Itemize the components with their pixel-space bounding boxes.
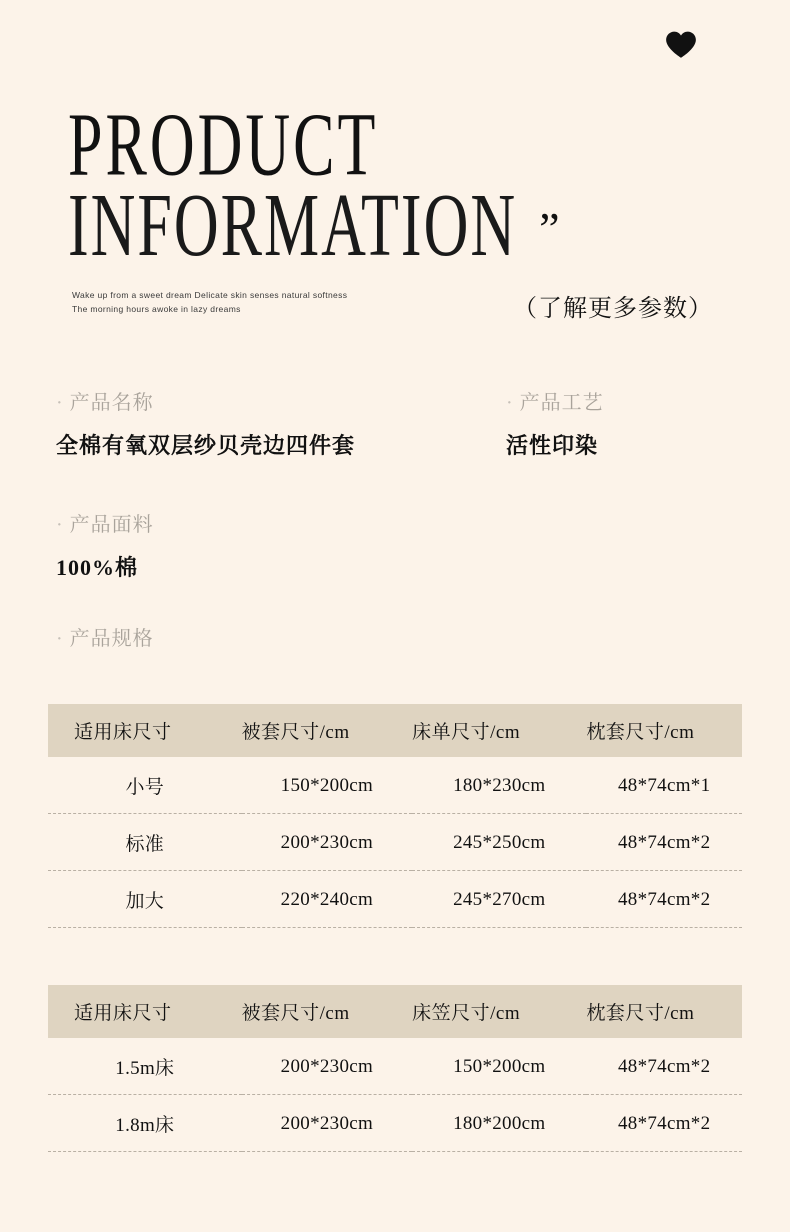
table-row — [48, 814, 742, 871]
bullet-dot: · — [56, 514, 64, 536]
page-title-secondary: INFORMATION — [68, 176, 518, 276]
table-header-cell: 被套尺寸/cm — [242, 985, 413, 1038]
product-name-label — [56, 386, 355, 415]
table-cell: 48*74cm*2 — [586, 1038, 742, 1095]
table-header-cell: 床单尺寸/cm — [412, 704, 586, 757]
product-fabric-label — [56, 508, 154, 537]
table-row — [48, 871, 742, 928]
quote-mark: ” — [539, 203, 560, 255]
table-cell: 245*250cm — [412, 814, 586, 871]
table-body — [48, 1038, 742, 1152]
table-cell: 48*74cm*2 — [586, 1095, 742, 1152]
table-header-cell: 适用床尺寸 — [48, 704, 242, 757]
table-header-cell: 枕套尺寸/cm — [586, 985, 742, 1038]
field-product-name — [56, 386, 355, 460]
page-title-line-1 — [68, 96, 728, 195]
table-row — [48, 1095, 742, 1152]
table-row — [48, 757, 742, 814]
page-title-primary: PRODUCT — [68, 96, 379, 195]
table-cell: 150*200cm — [242, 757, 413, 814]
product-spec-label — [56, 622, 154, 651]
product-fabric-value: 100%棉 — [56, 555, 139, 580]
table-cell: 180*230cm — [412, 757, 586, 814]
product-fabric-label-text: 产品面料 — [69, 514, 154, 536]
table-cell: 150*200cm — [412, 1038, 586, 1095]
spec-table-bed-sheet — [48, 704, 742, 928]
product-craft-label-text: 产品工艺 — [519, 392, 604, 414]
table-header-row — [48, 704, 742, 757]
field-product-craft — [506, 386, 604, 460]
table-body — [48, 757, 742, 928]
field-product-spec — [56, 622, 154, 651]
header-subtitle — [72, 288, 347, 316]
table-cell: 1.8m床 — [48, 1095, 242, 1152]
table-header-cell: 枕套尺寸/cm — [586, 704, 742, 757]
page-title-line-2 — [68, 176, 728, 278]
product-spec-label-text: 产品规格 — [69, 628, 154, 650]
table-header-row — [48, 985, 742, 1038]
heart-icon — [664, 28, 698, 62]
page-header — [68, 96, 728, 278]
bullet-dot: · — [506, 392, 514, 414]
table-cell: 180*200cm — [412, 1095, 586, 1152]
field-product-fabric — [56, 508, 154, 582]
table-cell: 245*270cm — [412, 871, 586, 928]
table-cell: 1.5m床 — [48, 1038, 242, 1095]
table-cell: 48*74cm*1 — [586, 757, 742, 814]
product-name-label-text: 产品名称 — [69, 392, 154, 414]
table-row — [48, 1038, 742, 1095]
table-header — [48, 985, 742, 1038]
table-cell: 48*74cm*2 — [586, 871, 742, 928]
bullet-dot: · — [56, 628, 64, 650]
bullet-dot: · — [56, 392, 64, 414]
product-name-value: 全棉有氧双层纱贝壳边四件套 — [56, 433, 356, 458]
more-parameters-note: （了解更多参数） — [513, 296, 713, 322]
table-header-cell: 床笠尺寸/cm — [412, 985, 586, 1038]
table-header — [48, 704, 742, 757]
table-cell: 200*230cm — [242, 1038, 413, 1095]
table-cell: 200*230cm — [242, 814, 413, 871]
table-cell: 48*74cm*2 — [586, 814, 742, 871]
table-header-cell: 适用床尺寸 — [48, 985, 242, 1038]
header-subtitle-line-2: The morning hours awoke in lazy dreams — [72, 304, 241, 315]
product-craft-value: 活性印染 — [506, 433, 599, 458]
table-cell: 加大 — [48, 871, 242, 928]
table-cell: 200*230cm — [242, 1095, 413, 1152]
table-header-cell: 被套尺寸/cm — [242, 704, 413, 757]
table-cell: 标准 — [48, 814, 242, 871]
spec-table-fitted-sheet — [48, 985, 742, 1152]
table-cell: 220*240cm — [242, 871, 413, 928]
header-subtitle-line-1: Wake up from a sweet dream Delicate skin senses natural softness — [72, 290, 348, 300]
table-cell: 小号 — [48, 757, 242, 814]
product-craft-label — [506, 386, 604, 415]
